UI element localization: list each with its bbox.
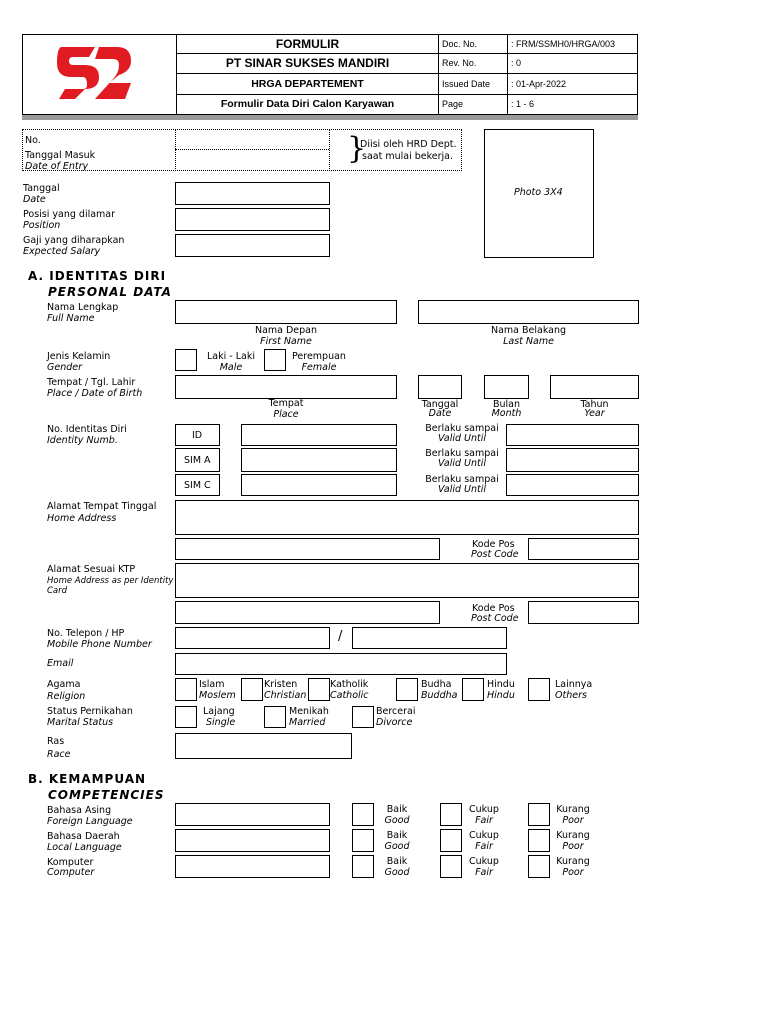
religion-kristen-caption	[264, 679, 306, 701]
sim-a-type-box	[175, 448, 220, 472]
ktp-address-label: Alamat Sesuai KTP	[47, 564, 136, 575]
last-name-input[interactable]	[418, 300, 639, 324]
entry-divider-2	[329, 129, 330, 171]
religion-other-checkbox[interactable]	[528, 678, 550, 701]
religion-hindu-checkbox[interactable]	[462, 678, 484, 701]
local-language-good-id: Baik	[386, 830, 408, 841]
place-caption-id: Tempat	[268, 398, 304, 409]
religion-label-en: Religion	[47, 691, 86, 702]
computer-fair-checkbox[interactable]	[440, 855, 462, 878]
male-caption-id: Laki - Laki	[207, 351, 255, 362]
local-language-input[interactable]	[175, 829, 330, 852]
religion-kristen-checkbox[interactable]	[241, 678, 263, 701]
rev-no-value: : 0	[511, 58, 522, 68]
computer-label: Komputer	[47, 857, 94, 868]
company-name: PT SINAR SUKSES MANDIRI	[225, 56, 390, 70]
first-name-caption-en: First Name	[260, 336, 312, 347]
month-caption	[484, 400, 529, 418]
religion-budha-caption	[421, 679, 457, 701]
phone-input[interactable]	[175, 627, 330, 649]
last-name-caption-id: Nama Belakang	[490, 325, 567, 336]
day-caption-en: Date	[428, 408, 452, 419]
doc-type: FORMULIR	[275, 37, 340, 51]
home-address-label: Alamat Tempat Tinggal	[47, 501, 157, 512]
foreign-language-fair-checkbox[interactable]	[440, 803, 462, 826]
religion-katholik-checkbox[interactable]	[308, 678, 330, 701]
gender-label-en: Gender	[47, 362, 83, 373]
sim-a-valid-caption-id: Berlaku sampai	[425, 448, 499, 459]
sim-a-valid-input[interactable]	[506, 448, 639, 472]
local-language-good-caption	[376, 830, 418, 852]
foreign-language-input[interactable]	[175, 803, 330, 826]
company-cell	[176, 53, 439, 74]
rev-no-label: Rev. No.	[442, 58, 477, 68]
local-language-fair-id: Cukup	[469, 830, 499, 841]
home-address-input[interactable]	[175, 500, 639, 535]
month-caption-en: Month	[491, 408, 522, 419]
form-title: Formulir Data Diri Calon Karyawan	[220, 98, 395, 110]
issued-label-cell	[438, 73, 508, 95]
entry-note-line1: Diisi oleh HRD Dept.	[360, 139, 457, 150]
foreign-language-fair-caption	[463, 804, 505, 826]
full-name-label: Nama Lengkap	[47, 302, 119, 313]
brace-icon: }	[347, 131, 367, 166]
sim-c-type-box	[175, 474, 220, 496]
local-language-poor-en: Poor	[562, 841, 584, 852]
home-address-line2-input[interactable]	[175, 538, 440, 560]
birth-month-input[interactable]	[484, 375, 529, 399]
religion-hindu-en: Hindu	[487, 690, 515, 701]
marital-married-caption	[289, 706, 329, 728]
religion-hindu-caption	[487, 679, 515, 701]
position-input[interactable]	[175, 208, 330, 231]
phone-slash: /	[338, 629, 343, 644]
religion-budha-id: Budha	[421, 679, 452, 690]
page-label: Page	[442, 99, 464, 109]
marital-married-id: Menikah	[289, 706, 329, 717]
sim-a-number-input[interactable]	[241, 448, 397, 472]
mobile-input[interactable]	[352, 627, 507, 649]
religion-islam-caption	[199, 679, 236, 701]
computer-poor-checkbox[interactable]	[528, 855, 550, 878]
marital-married-checkbox[interactable]	[264, 706, 286, 728]
foreign-language-good-en: Good	[384, 815, 410, 826]
issued-value: : 01-Apr-2022	[511, 79, 567, 89]
identity-label-en: Identity Numb.	[47, 435, 118, 446]
date-label-en: Date	[23, 194, 46, 205]
computer-label-en: Computer	[47, 867, 95, 878]
rev-no-label-cell	[438, 53, 508, 74]
year-caption-en: Year	[584, 408, 605, 419]
marital-label: Status Pernikahan	[47, 706, 133, 717]
identity-label: No. Identitas Diri	[47, 424, 127, 435]
doc-no-value: : FRM/SSMH0/HRGA/003	[511, 39, 616, 49]
birth-day-input[interactable]	[418, 375, 462, 399]
photo-label: Photo 3X4	[514, 187, 563, 198]
birth-year-input[interactable]	[550, 375, 639, 399]
id-type-label: ID	[192, 430, 203, 441]
birth-label: Tempat / Tgl. Lahir	[47, 377, 136, 388]
department-cell	[176, 73, 439, 95]
id-valid-caption-en: Valid Until	[437, 433, 487, 444]
home-postal-input[interactable]	[528, 538, 639, 560]
computer-fair-id: Cukup	[469, 856, 499, 867]
birth-place-input[interactable]	[175, 375, 397, 399]
salary-label: Gaji yang diharapkan	[23, 235, 125, 246]
id-valid-caption-id: Berlaku sampai	[425, 423, 499, 434]
race-label: Ras	[47, 736, 65, 747]
foreign-language-poor-id: Kurang	[556, 804, 590, 815]
marital-divorce-checkbox[interactable]	[352, 706, 374, 728]
entry-no-label: No.	[25, 135, 41, 146]
male-caption	[200, 351, 262, 373]
id-valid-caption	[418, 424, 506, 444]
marital-single-en: Single	[206, 717, 236, 728]
sim-a-valid-caption-en: Valid Until	[437, 458, 487, 469]
ktp-address-label-en-2: Card	[47, 586, 68, 596]
foreign-language-label-en: Foreign Language	[47, 816, 133, 827]
computer-good-checkbox[interactable]	[352, 855, 374, 878]
female-checkbox[interactable]	[264, 349, 286, 371]
foreign-language-poor-en: Poor	[562, 815, 584, 826]
female-caption	[288, 351, 350, 373]
first-name-caption-id: Nama Depan	[254, 325, 318, 336]
local-language-label-en: Local Language	[47, 842, 122, 853]
local-language-label: Bahasa Daerah	[47, 831, 120, 842]
last-name-caption-en: Last Name	[503, 336, 554, 347]
header-underline	[22, 115, 638, 120]
doc-type-cell	[176, 34, 439, 54]
sim-c-valid-caption	[418, 475, 506, 495]
marital-single-caption	[203, 706, 235, 728]
religion-budha-en: Buddha	[421, 690, 458, 701]
local-language-fair-caption	[463, 830, 505, 852]
birth-label-en: Place / Date of Birth	[47, 388, 143, 399]
religion-islam-checkbox[interactable]	[175, 678, 197, 701]
foreign-language-good-caption	[376, 804, 418, 826]
date-input[interactable]	[175, 182, 330, 205]
logo-cell	[22, 34, 177, 115]
department-name: HRGA DEPARTEMENT	[251, 78, 364, 90]
foreign-language-poor-checkbox[interactable]	[528, 803, 550, 826]
page-label-cell	[438, 94, 508, 115]
form-title-cell	[176, 94, 439, 115]
company-logo-icon	[55, 43, 135, 103]
female-caption-id: Perempuan	[292, 351, 346, 362]
local-language-fair-en: Fair	[475, 841, 493, 852]
ktp-postal-label: Kode Pos	[472, 603, 515, 614]
religion-islam-en: Moslem	[199, 690, 236, 701]
religion-other-caption	[555, 679, 592, 701]
sim-c-valid-input[interactable]	[506, 474, 639, 496]
marital-divorce-id: Bercerai	[376, 706, 416, 717]
email-label: Email	[47, 658, 74, 669]
local-language-poor-caption	[551, 830, 595, 852]
marital-divorce-en: Divorce	[376, 717, 413, 728]
foreign-language-fair-id: Cukup	[469, 804, 499, 815]
ktp-address-label-en: Home Address as per Identity	[47, 576, 174, 586]
computer-good-caption	[376, 856, 418, 878]
religion-kristen-en: Christian	[264, 690, 307, 701]
phone-label-en: Mobile Phone Number	[47, 639, 152, 650]
religion-hindu-id: Hindu	[487, 679, 515, 690]
sim-a-type-label: SIM A	[184, 455, 211, 466]
doc-no-label: Doc. No.	[442, 39, 478, 49]
year-caption	[550, 400, 639, 418]
phone-label: No. Telepon / HP	[47, 628, 125, 639]
local-language-poor-id: Kurang	[556, 830, 590, 841]
date-label: Tanggal	[23, 183, 60, 194]
religion-budha-checkbox[interactable]	[396, 678, 418, 701]
ktp-postal-label-en: Post Code	[471, 613, 519, 624]
marital-single-checkbox[interactable]	[175, 706, 197, 728]
rev-no-value-cell	[507, 53, 638, 74]
email-input[interactable]	[175, 653, 507, 675]
local-language-poor-checkbox[interactable]	[528, 829, 550, 852]
local-language-fair-checkbox[interactable]	[440, 829, 462, 852]
entry-no-field[interactable]	[176, 130, 328, 148]
section-b-title: B. KEMAMPUAN	[28, 772, 147, 786]
section-b-subtitle: COMPETENCIES	[48, 788, 165, 802]
doc-no-value-cell	[507, 34, 638, 54]
computer-poor-caption	[551, 856, 595, 878]
year-caption-id: Tahun	[580, 399, 609, 410]
foreign-language-poor-caption	[551, 804, 595, 826]
issued-value-cell	[507, 73, 638, 95]
issued-label: Issued Date	[442, 79, 491, 89]
entry-date-field[interactable]	[176, 150, 328, 170]
doc-no-label-cell	[438, 34, 508, 54]
male-checkbox[interactable]	[175, 349, 197, 371]
page-value: : 1 - 6	[511, 99, 535, 109]
local-language-good-checkbox[interactable]	[352, 829, 374, 852]
foreign-language-fair-en: Fair	[475, 815, 493, 826]
race-input[interactable]	[175, 733, 352, 759]
computer-fair-en: Fair	[475, 867, 493, 878]
computer-fair-caption	[463, 856, 505, 878]
religion-katholik-id: Katholik	[330, 679, 369, 690]
id-number-input[interactable]	[241, 424, 397, 446]
ktp-postal-input[interactable]	[528, 601, 639, 624]
section-a-title: A. IDENTITAS DIRI	[28, 269, 167, 283]
religion-islam-id: Islam	[199, 679, 225, 690]
religion-label: Agama	[47, 679, 81, 690]
place-caption	[175, 398, 397, 420]
sim-c-type-label: SIM C	[184, 480, 211, 491]
local-language-good-en: Good	[384, 841, 410, 852]
ktp-address-input[interactable]	[175, 563, 639, 598]
religion-other-en: Others	[555, 690, 587, 701]
position-label-en: Position	[23, 220, 61, 231]
foreign-language-good-checkbox[interactable]	[352, 803, 374, 826]
sim-c-valid-caption-en: Valid Until	[437, 484, 487, 495]
race-label-en: Race	[47, 749, 71, 760]
foreign-language-label: Bahasa Asing	[47, 805, 112, 816]
foreign-language-good-id: Baik	[386, 804, 408, 815]
female-caption-en: Female	[301, 362, 337, 373]
day-caption-id: Tanggal	[421, 399, 459, 410]
religion-other-id: Lainnya	[555, 679, 593, 690]
religion-katholik-en: Catholic	[330, 690, 369, 701]
sim-c-number-input[interactable]	[241, 474, 397, 496]
position-label: Posisi yang dilamar	[23, 209, 116, 220]
marital-single-id: Lajang	[203, 706, 235, 717]
month-caption-id: Bulan	[492, 399, 521, 410]
id-valid-input[interactable]	[506, 424, 639, 446]
section-a-subtitle: PERSONAL DATA	[48, 285, 172, 299]
sim-a-valid-caption	[418, 449, 506, 469]
ktp-address-line2-input[interactable]	[175, 601, 440, 624]
male-caption-en: Male	[219, 362, 243, 373]
salary-label-en: Expected Salary	[23, 246, 101, 257]
computer-good-id: Baik	[386, 856, 408, 867]
id-type-box	[175, 424, 220, 446]
first-name-input[interactable]	[175, 300, 397, 324]
computer-poor-id: Kurang	[556, 856, 590, 867]
computer-input[interactable]	[175, 855, 330, 878]
computer-good-en: Good	[384, 867, 410, 878]
religion-katholik-caption	[330, 679, 369, 701]
full-name-label-en: Full Name	[47, 313, 95, 324]
entry-note-line2: saat mulai bekerja.	[362, 151, 454, 162]
first-name-caption	[175, 325, 397, 347]
home-postal-label-en: Post Code	[471, 549, 519, 560]
home-address-label-en: Home Address	[47, 513, 117, 524]
computer-poor-en: Poor	[562, 867, 584, 878]
entry-date-label: Tanggal Masuk	[25, 150, 96, 161]
home-postal-label: Kode Pos	[472, 539, 515, 550]
salary-input[interactable]	[175, 234, 330, 257]
marital-divorce-caption	[376, 706, 416, 728]
last-name-caption	[418, 325, 639, 347]
marital-married-en: Married	[289, 717, 326, 728]
marital-label-en: Marital Status	[47, 717, 114, 728]
page-value-cell	[507, 94, 638, 115]
gender-label: Jenis Kelamin	[47, 351, 111, 362]
religion-kristen-id: Kristen	[264, 679, 298, 690]
place-caption-en: Place	[273, 409, 299, 420]
sim-c-valid-caption-id: Berlaku sampai	[425, 474, 499, 485]
day-caption	[418, 400, 462, 418]
entry-date-label-en: Date of Entry	[25, 161, 89, 172]
